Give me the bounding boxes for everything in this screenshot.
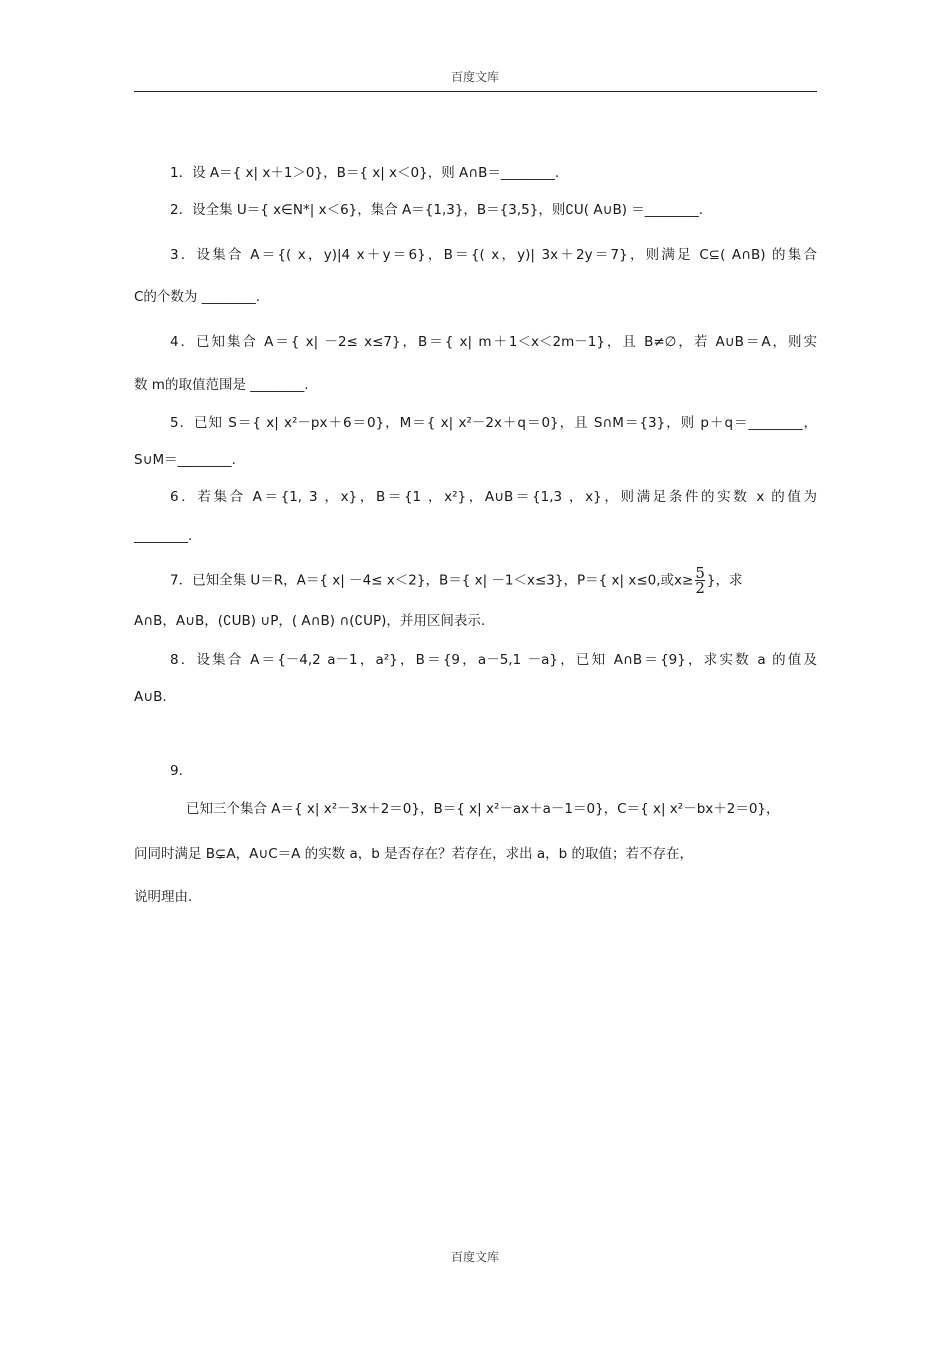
problem-5-line-2: S∪M＝________. xyxy=(134,452,236,468)
problem-7-line-1 xyxy=(170,566,817,595)
page-header: 百度文库 xyxy=(450,70,499,84)
problem-8-line-2: A∪B. xyxy=(134,689,167,705)
fraction-denominator: 2 xyxy=(695,579,705,597)
fraction-five-halves xyxy=(695,566,705,595)
problem-5-line-1: 5．已知 S＝{ x| x²－px＋6＝0}，M＝{ x| x²－2x＋q＝0}，且 S∩M＝{3}，则 p＋q＝________， xyxy=(170,415,817,431)
problem-9-number: 9. xyxy=(170,763,183,779)
problem-2: 2．设全集 U＝{ x∈N*| x＜6}，集合 A＝{1,3}，B＝{3,5}，则∁U( A∪B) ＝________. xyxy=(170,202,704,218)
problem-4-line-2: 数 m的取值范围是 ________. xyxy=(134,377,309,393)
problem-7-line-2: A∩B，A∪B，(∁UB) ∪P，( A∩B) ∩(∁UP)，并用区间表示. xyxy=(134,613,486,629)
header-rule xyxy=(134,91,817,92)
problem-4-line-1: 4．已知集合 A＝{ x| －2≤ x≤7}，B＝{ x| m＋1＜x＜2m－1}，且 B≠∅，若 A∪B＝A，则实 xyxy=(170,334,817,350)
problem-8-line-1: 8．设集合 A＝{－4,2 a－1，a²}，B＝{9，a－5,1 －a}，已知 A∩B＝{9}，求实数 a 的值及 xyxy=(170,652,817,668)
page-footer: 百度文库 xyxy=(450,1250,499,1264)
problem-7-text-end: }，求 xyxy=(706,572,743,589)
problem-3-line-1: 3．设集合 A＝{( x，y)|4 x＋y＝6}，B＝{( x，y)| 3x＋2y＝7}，则满足 C⊆( A∩B) 的集合 xyxy=(170,247,817,263)
problem-9-line-1: 已知三个集合 A＝{ x| x²－3x＋2＝0}，B＝{ x| x²－ax＋a－1＝0}，C＝{ x| x²－bx＋2＝0}， xyxy=(186,801,780,817)
problem-6-line-2: ________. xyxy=(134,528,193,544)
problem-6-line-1: 6．若集合 A＝{1, 3 ，x}，B＝{1 ，x²}，A∪B＝{1,3 ，x}，则满足条件的实数 x 的值为 xyxy=(170,489,817,505)
problem-9-line-2: 问同时满足 B⊊A，A∪C＝A 的实数 a，b 是否存在？若存在，求出 a，b 的取值；若不存在， xyxy=(134,846,694,862)
fraction-numerator: 5 xyxy=(695,564,705,582)
problem-9-line-3: 说明理由. xyxy=(134,889,193,905)
problem-7-text: 7．已知全集 U＝R，A＝{ x| －4≤ x＜2}，B＝{ x| －1＜x≤3}，P＝{ x| x≤0,或x≥ xyxy=(170,572,694,589)
problem-3-line-2: C的个数为 ________. xyxy=(134,289,261,305)
problem-1: 1．设 A＝{ x| x＋1＞0}，B＝{ x| x＜0}，则 A∩B＝________. xyxy=(170,165,560,181)
